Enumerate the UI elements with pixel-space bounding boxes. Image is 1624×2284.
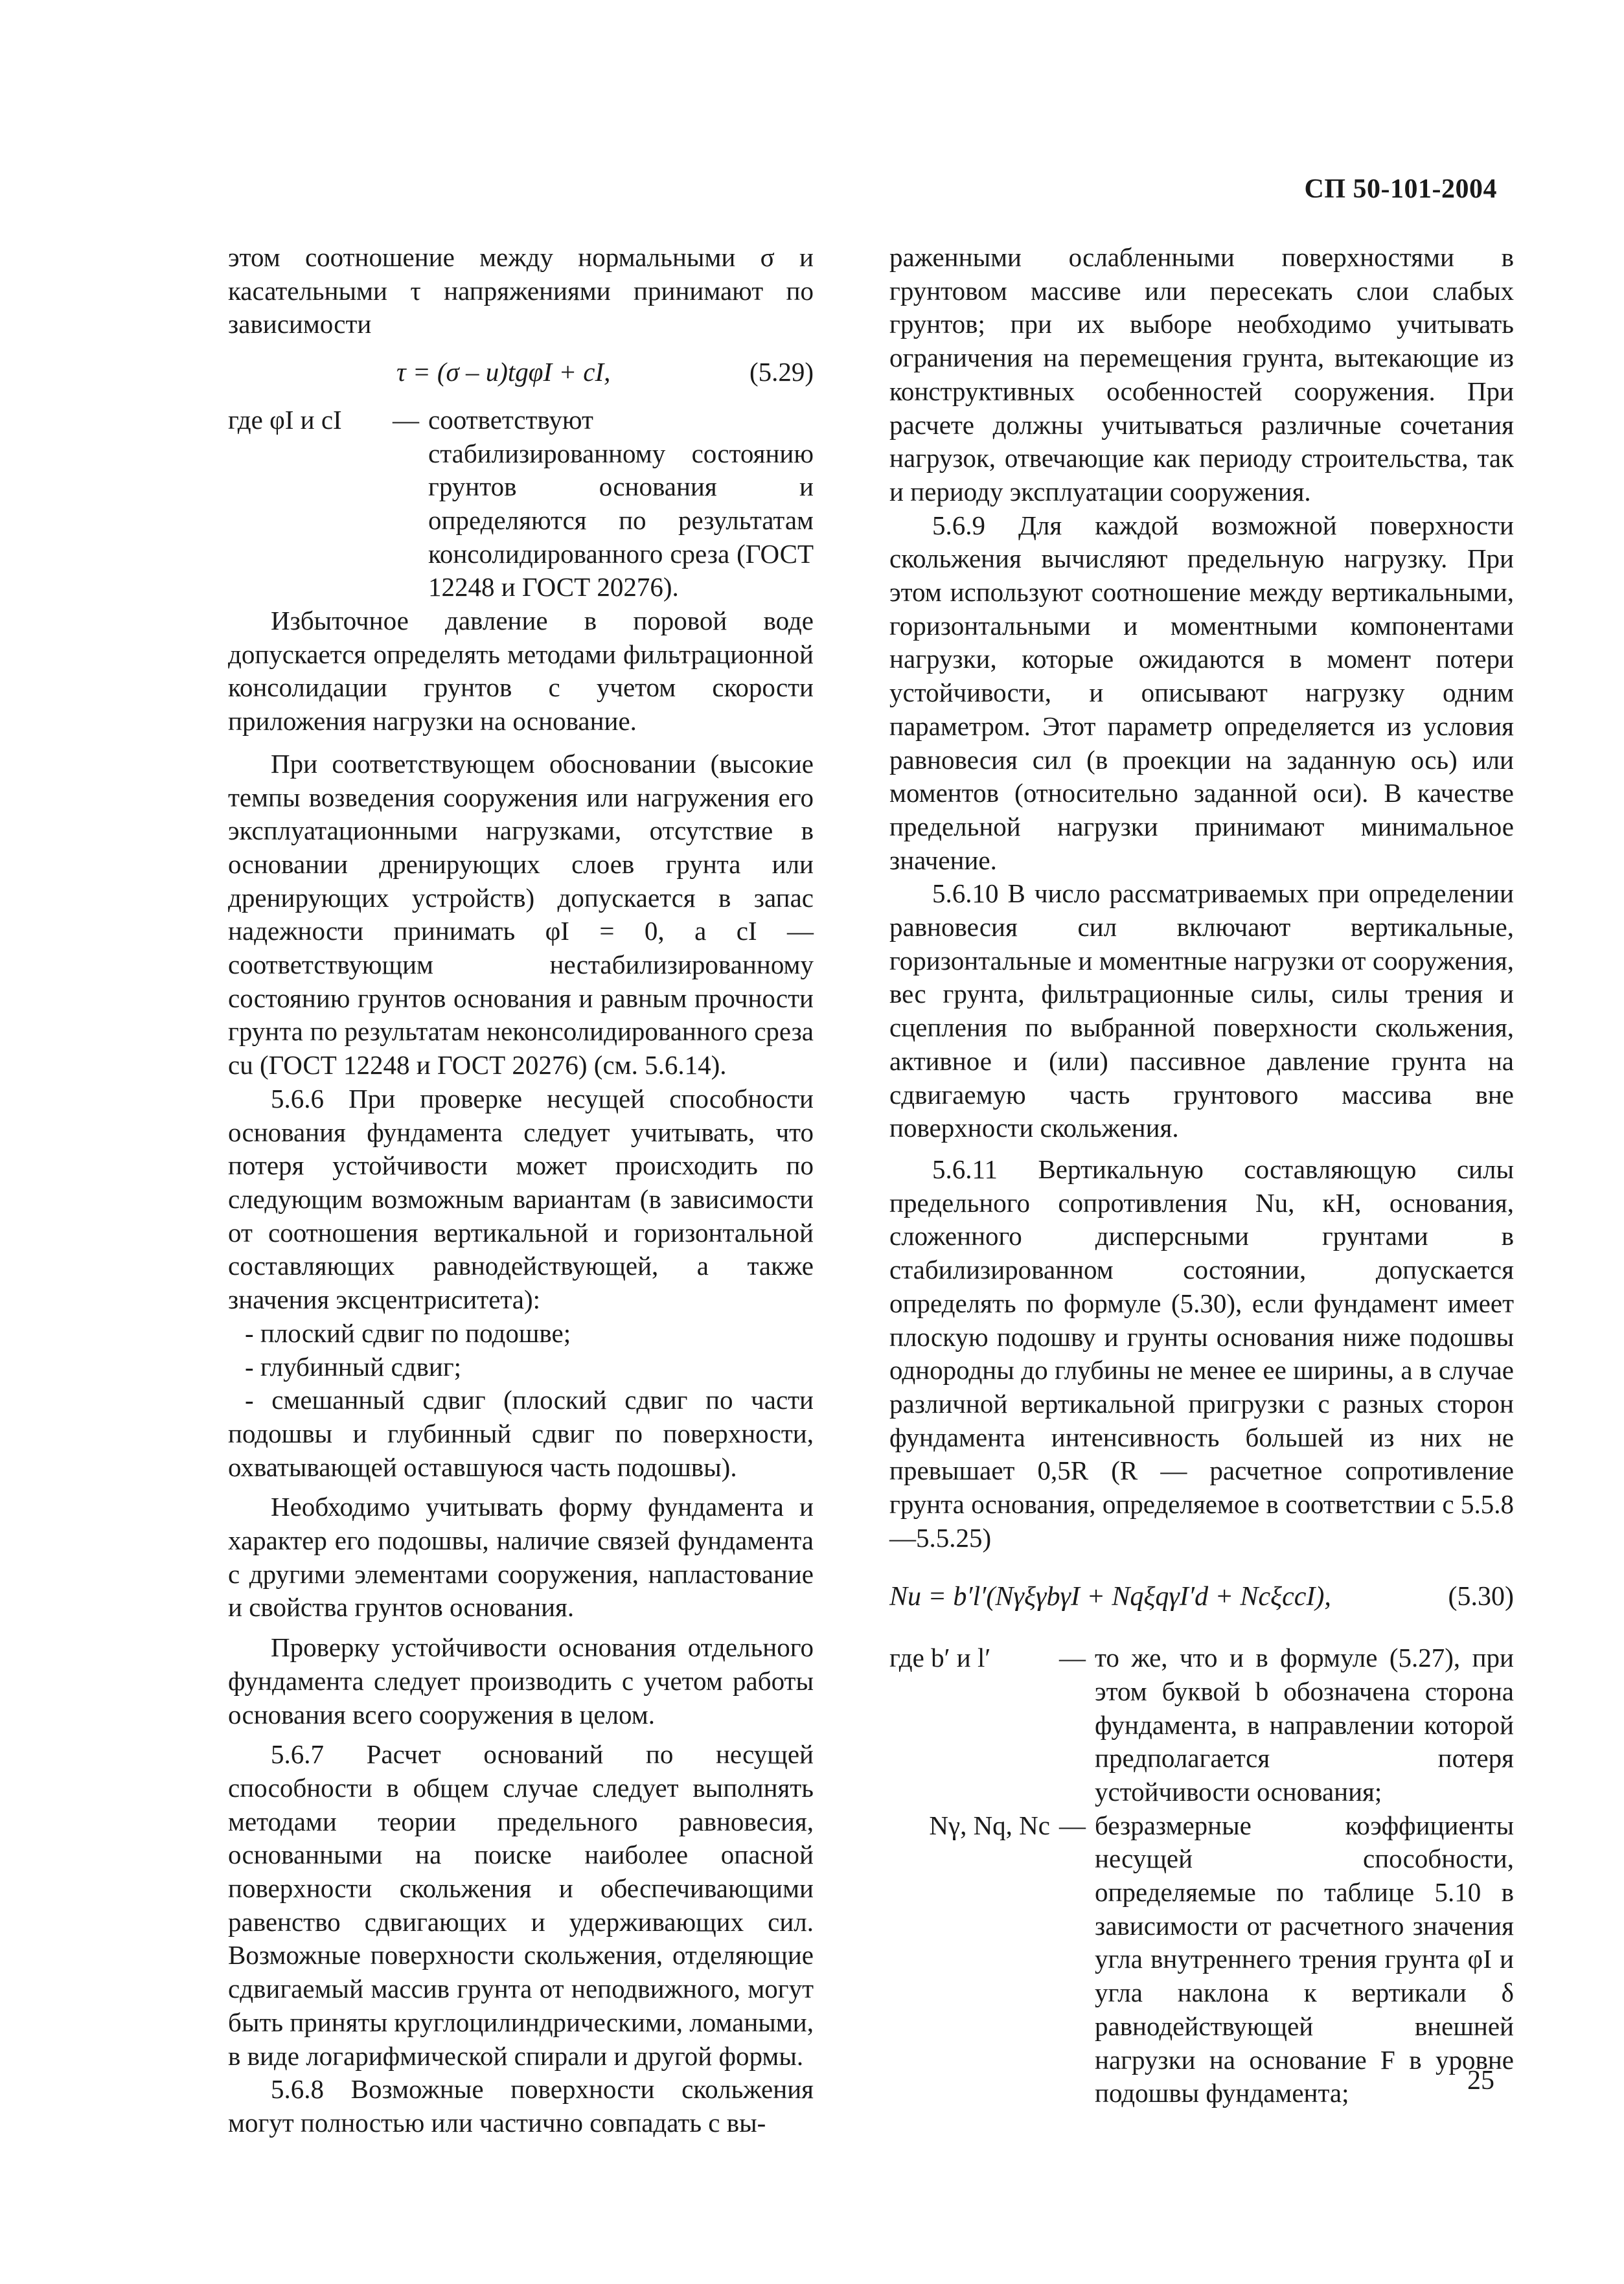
formula-expression: τ = (σ – u)tgφI + cI, bbox=[396, 357, 611, 387]
where-clause bbox=[889, 1809, 1514, 2110]
where-dash: — bbox=[393, 404, 419, 435]
where-description: соответствуют стабилизированному состоянию грунтов основания и определяются по результатам консолидированного среза (ГОСТ 12248 и ГОСТ 20276). bbox=[428, 404, 814, 602]
formula-5-30 bbox=[889, 1581, 1514, 1614]
paragraph: 5.6.9 Для каждой возможной поверхности скольжения вычисляют предельную нагрузку. При этом используют соотношение между вертикальными, горизонтальными и моментными компонентами нагрузки, которые ожидаются в момент потери устойчивости, и описывают нагрузку одним параметром. Этот параметр определяется из условия равновесия сил (в проекции на заданную ось) или моментов (относительно заданной оси). В качестве предельной нагрузки принимают минимальное значение. bbox=[889, 510, 1514, 875]
where-dash: — bbox=[1059, 1810, 1086, 1840]
right-column bbox=[889, 241, 1514, 2110]
list-item: - плоский сдвиг по подошве; bbox=[245, 1318, 571, 1348]
formula-expression: Nu = b′l′(NγξγbγI + NqξqγI′d + NcξccI), bbox=[889, 1582, 1331, 1612]
intro-paragraph: этом соотношение между нормальными σ и касательными τ напряжениями принимают по зависимости bbox=[228, 242, 814, 339]
where-label: где b′ и l′ bbox=[889, 1643, 991, 1673]
left-column bbox=[228, 241, 814, 2140]
where-label: где φI и cI bbox=[228, 404, 342, 435]
document-code: СП 50-101-2004 bbox=[1304, 174, 1497, 204]
list-item: - смешанный сдвиг (плоский сдвиг по части подошвы и глубинный сдвиг по поверхности, охватывающей оставшуюся часть подошвы). bbox=[228, 1385, 814, 1482]
where-label: Nγ, Nq, Nc bbox=[929, 1810, 1050, 1840]
paragraph: Необходимо учитывать форму фундамента и характер его подошвы, наличие связей фундамента с другими элементами сооружения, напластование и свойства грунтов основания. bbox=[228, 1492, 814, 1623]
formula-5-29 bbox=[228, 356, 814, 389]
where-description: безразмерные коэффициенты несущей способности, определяемые по таблице 5.10 в зависимости от расчетного значения угла внутреннего трения грунта φI и угла наклона к вертикали δ равнодействующей внешней нагрузки на основание F в уровне подошвы фундамента; bbox=[1095, 1810, 1514, 2108]
paragraph: 5.6.11 Вертикальную составляющую силы предельного сопротивления Nu, кН, основания, сложенного дисперсными грунтами в стабилизированном состоянии, допускается определять по формуле (5.30), если фундамент имеет плоскую подошву и грунты основания ниже подошвы однородны до глубины не менее ее ширины, а в случае различной вертикальной пригрузки с разных сторон фундамента интенсивность большей из них не превышает 0,5R (R — расчетное сопротивление грунта основания, определяемое в соответствии с 5.5.8—5.5.25) bbox=[889, 1154, 1514, 1553]
where-clause bbox=[228, 404, 814, 604]
formula-number: (5.30) bbox=[1448, 1582, 1514, 1612]
formula-number: (5.29) bbox=[749, 357, 814, 387]
paragraph: Проверку устойчивости основания отдельного фундамента следует производить с учетом работы основания всего сооружения в целом. bbox=[228, 1632, 814, 1730]
paragraph: Избыточное давление в поровой воде допускается определять методами фильтрационной консолидации грунтов с учетом скорости приложения нагрузки на основание. bbox=[228, 606, 814, 737]
paragraph: При соответствующем обосновании (высокие темпы возведения сооружения или нагружения его эксплуатационными нагрузками, отсутствие в основании дренирующих слоев грунта или дренирующих устройств) допускается в запас надежности принимать φI = 0, а cI — соответствующим нестабилизированному состоянию грунтов основания и равным прочности грунта по результатам неконсолидированного среза cu (ГОСТ 12248 и ГОСТ 20276) (см. 5.6.14). bbox=[228, 748, 814, 1080]
paragraph: 5.6.10 В число рассматриваемых при определении равновесия сил включают вертикальные, горизонтальные и моментные нагрузки от сооружения, вес грунта, фильтрационные силы, силы трения и сцепления по выбранной поверхности скольжения, активное и (или) пассивное давление грунта на сдвигаемую часть грунтового массива вне поверхности скольжения. bbox=[889, 878, 1514, 1143]
where-clause bbox=[889, 1641, 1514, 1809]
where-dash: — bbox=[1059, 1643, 1086, 1673]
paragraph: 5.6.6 При проверке несущей способности основания фундамента следует учитывать, что потеря устойчивости может происходить по следующим возможным вариантам (в зависимости от соотношения вертикальной и горизонтальной составляющих равнодействующей, а также значения эксцентриситета): bbox=[228, 1083, 814, 1315]
list-item: - глубинный сдвиг; bbox=[245, 1351, 462, 1382]
page-number: 25 bbox=[1467, 2066, 1494, 2096]
paragraph: 5.6.7 Расчет оснований по несущей способности в общем случае следует выполнять методами теории предельного равновесия, основанными на поиске наиболее опасной поверхности скольжения и обеспечивающими равенство сдвигающих и удерживающих сил. Возможные поверхности скольжения, отделяющие сдвигаемый массив грунта от неподвижного, могут быть приняты круглоцилиндрическими, ломаными, в виде логарифмической спирали и другой формы. bbox=[228, 1739, 814, 2071]
paragraph: 5.6.8 Возможные поверхности скольжения могут полностью или частично совпадать с вы- bbox=[228, 2074, 814, 2138]
where-description: то же, что и в формуле (5.27), при этом буквой b обозначена сторона фундамента, в направлении которой предполагается потеря устойчивости основания; bbox=[1095, 1643, 1514, 1807]
paragraph: раженными ослабленными поверхностями в грунтовом массиве или пересекать слои слабых грунтов; при их выборе необходимо учитывать ограничения на перемещения грунта, вытекающие из конструктивных особенностей сооружения. При расчете должны учитываться различные сочетания нагрузок, отвечающие как периоду строительства, так и периоду эксплуатации сооружения. bbox=[889, 242, 1514, 507]
